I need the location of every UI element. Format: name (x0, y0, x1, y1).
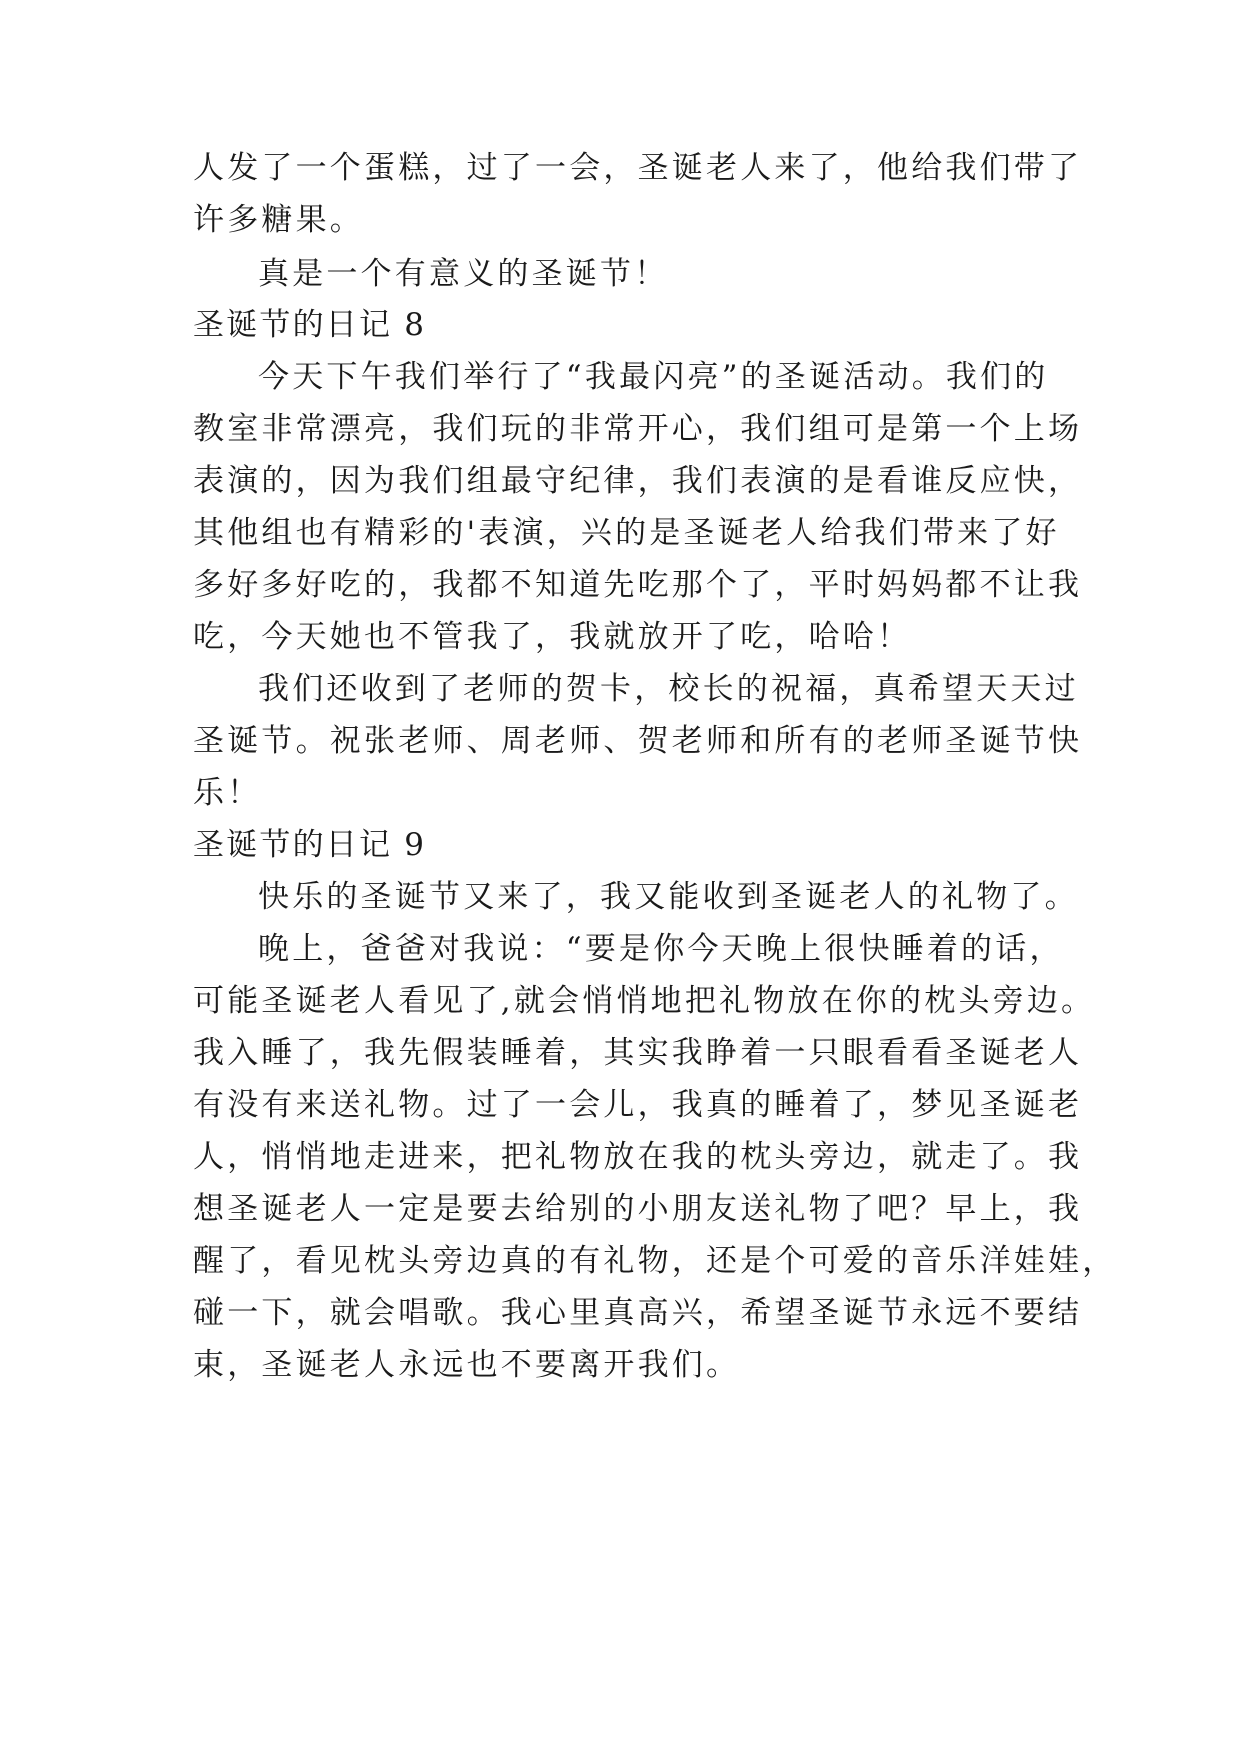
text-line: 其他组也有精彩的'表演，兴的是圣诞老人给我们带来了好 (193, 515, 1060, 551)
text-line: 有没有来送礼物。过了一会儿，我真的睡着了，梦见圣诞老 (193, 1087, 1083, 1123)
text-line: 碰一下，就会唱歌。我心里真高兴，希望圣诞节永远不要结 (193, 1295, 1083, 1331)
text-line: 今天下午我们举行了“我最闪亮”的圣诞活动。我们的 (258, 359, 1049, 395)
text-line: 醒了，看见枕头旁边真的有礼物，还是个可爱的音乐洋娃娃， (193, 1243, 1117, 1279)
text-line: 我们还收到了老师的贺卡，校长的祝福，真希望天天过 (258, 671, 1079, 707)
text-line: 人发了一个蛋糕，过了一会，圣诞老人来了，他给我们带了 (193, 150, 1083, 186)
text-line: 真是一个有意义的圣诞节！ (258, 256, 669, 292)
text-line: 吃，今天她也不管我了，我就放开了吃，哈哈！ (193, 619, 912, 655)
text-line: 教室非常漂亮，我们玩的非常开心，我们组可是第一个上场 (193, 411, 1083, 447)
section-heading: 圣诞节的日记 9 (193, 827, 427, 863)
text-line: 快乐的圣诞节又来了，我又能收到圣诞老人的礼物了。 (258, 879, 1079, 915)
text-line: 束，圣诞老人永远也不要离开我们。 (193, 1347, 741, 1383)
text-line: 可能圣诞老人看见了,就会悄悄地把礼物放在你的枕头旁边。 (193, 983, 1096, 1019)
section-heading: 圣诞节的日记 8 (193, 307, 427, 343)
text-line: 表演的，因为我们组最守纪律，我们表演的是看谁反应快， (193, 463, 1083, 499)
text-line: 想圣诞老人一定是要去给别的小朋友送礼物了吧？早上，我 (193, 1191, 1083, 1227)
text-line: 许多糖果。 (193, 202, 364, 238)
text-line: 人，悄悄地走进来，把礼物放在我的枕头旁边，就走了。我 (193, 1139, 1083, 1175)
text-line: 多好多好吃的，我都不知道先吃那个了，平时妈妈都不让我 (193, 567, 1083, 603)
text-line: 乐！ (193, 775, 262, 811)
text-line: 圣诞节。祝张老师、周老师、贺老师和所有的老师圣诞节快 (193, 723, 1083, 759)
text-line: 晚上，爸爸对我说：“要是你今天晚上很快睡着的话， (258, 931, 1064, 967)
text-line: 我入睡了，我先假装睡着，其实我睁着一只眼看看圣诞老人 (193, 1035, 1083, 1071)
